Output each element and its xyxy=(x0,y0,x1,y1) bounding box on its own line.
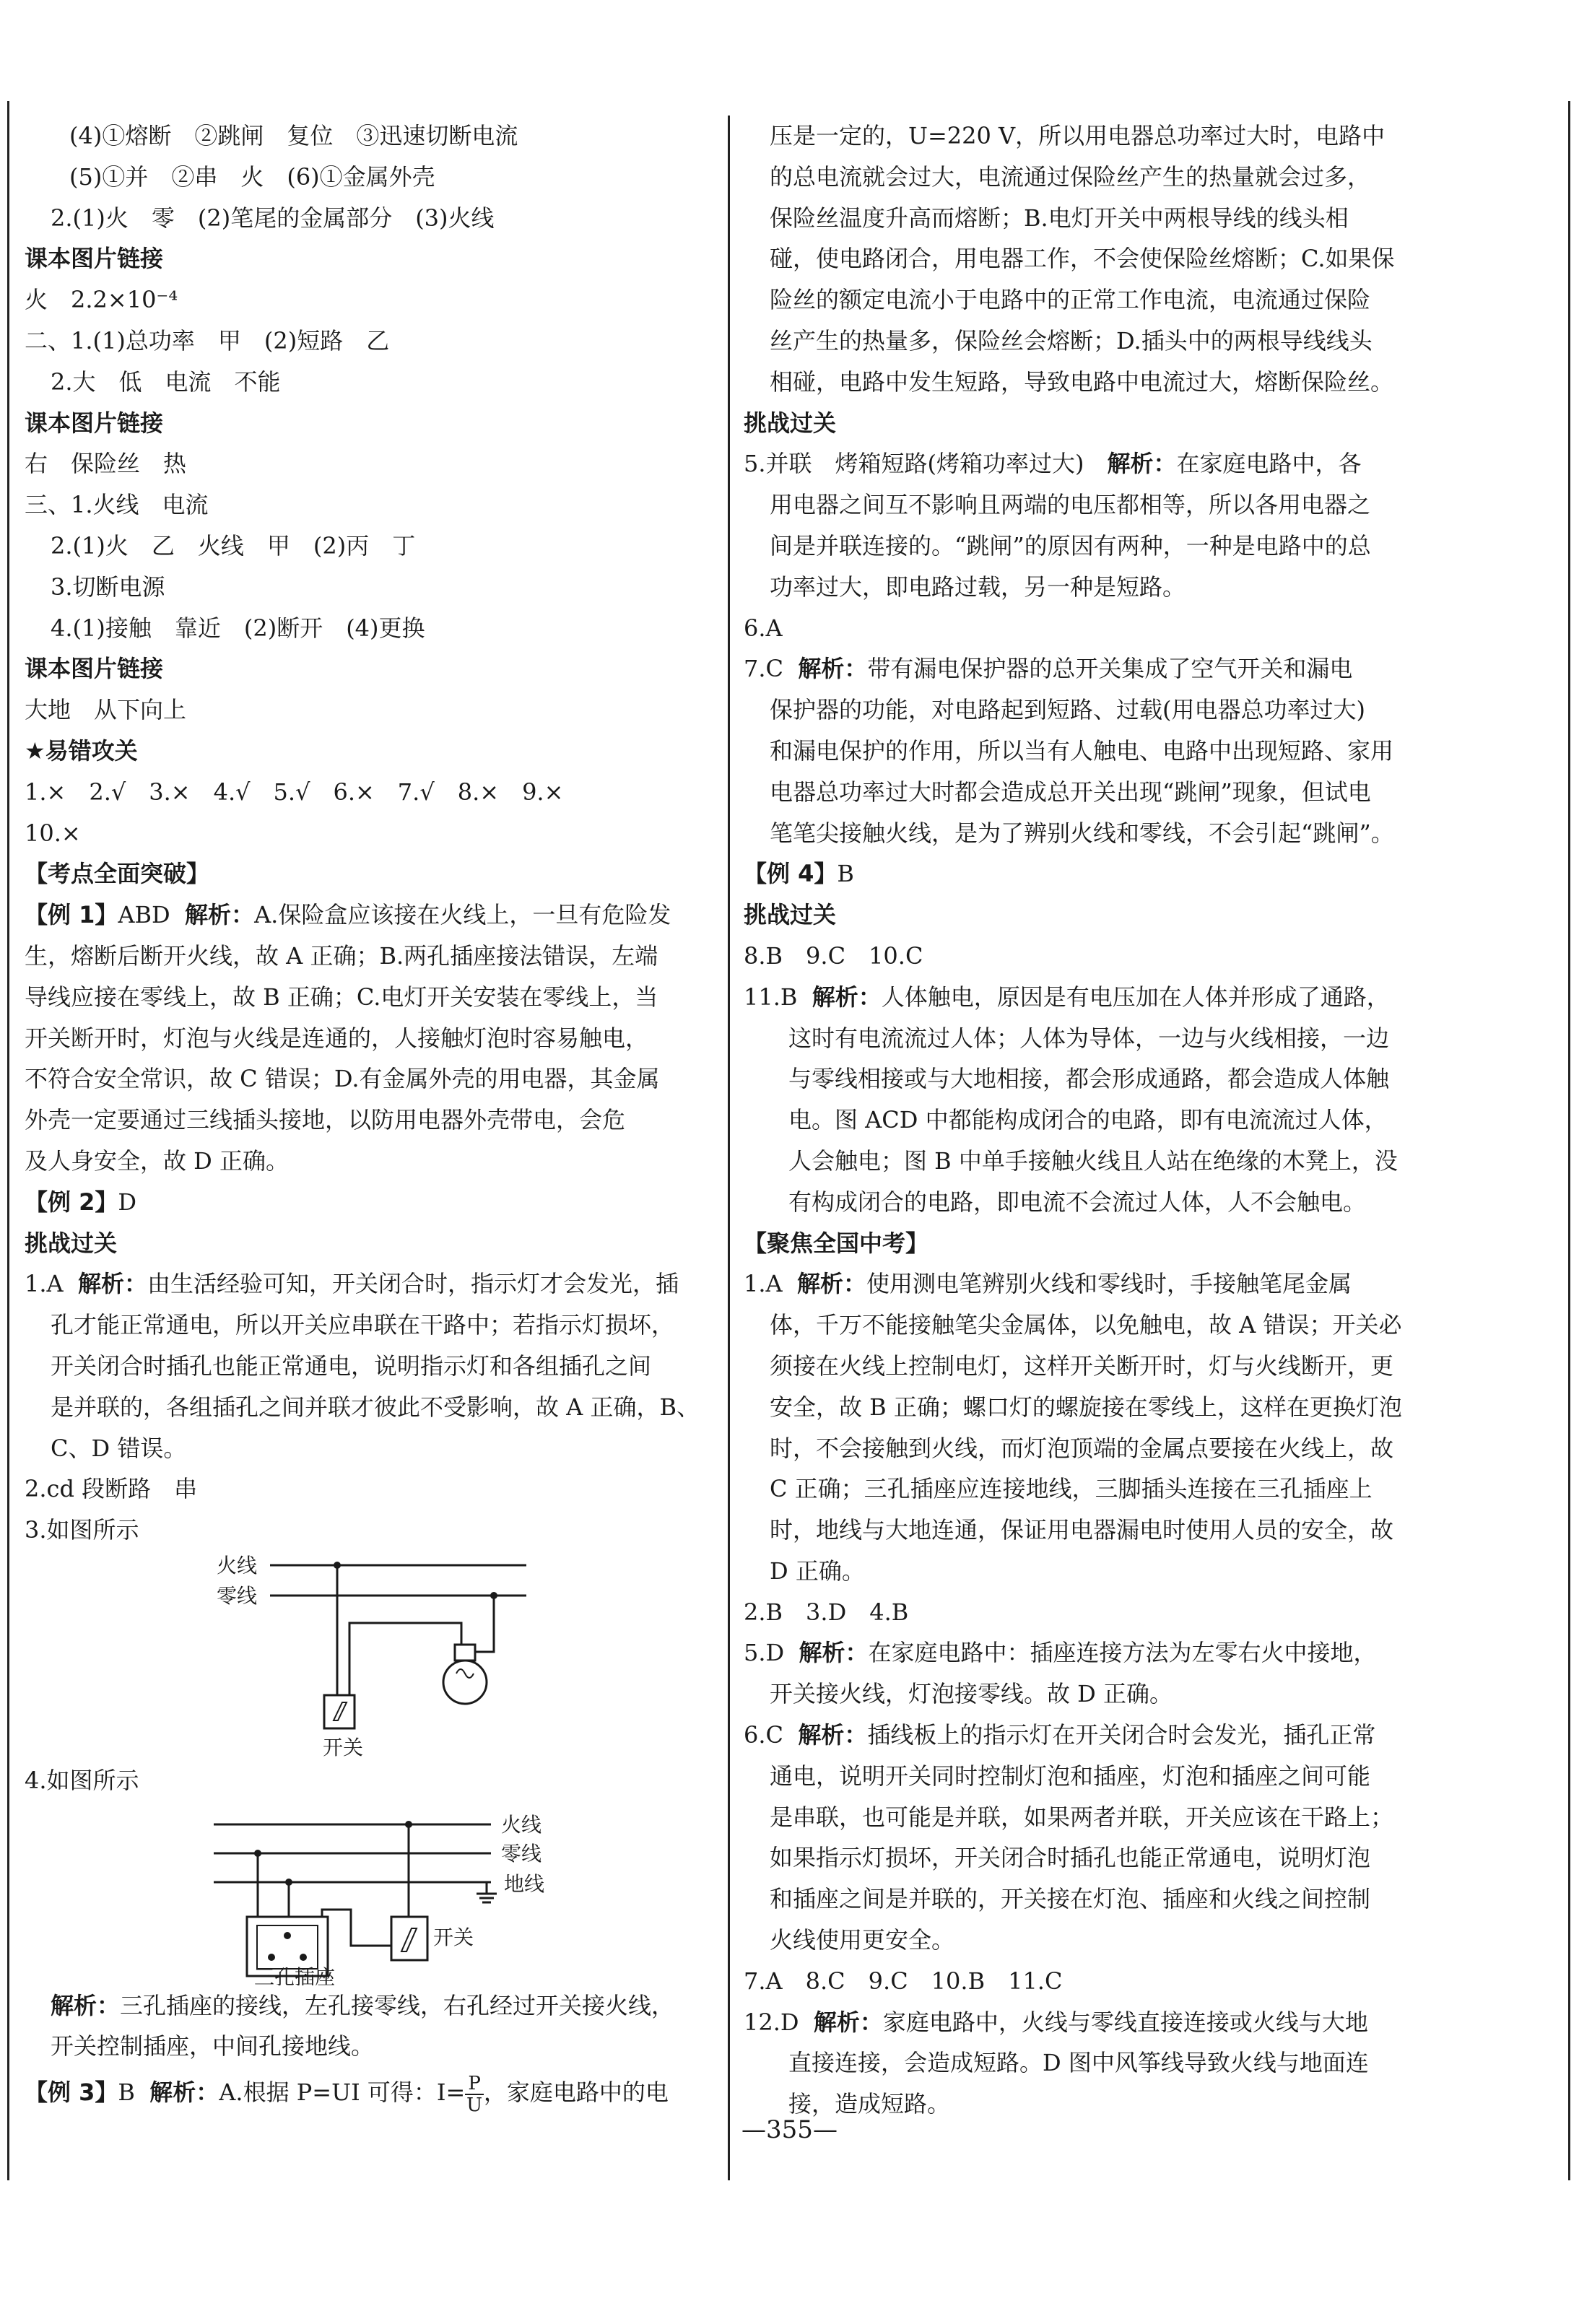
section-heading: 挑战过关 xyxy=(744,901,837,929)
text-line: 火 2.2×10⁻⁴ xyxy=(25,286,178,314)
text-line: 电器总功率过大时都会造成总开关出现“跳闸”现象，但试电 xyxy=(770,778,1371,806)
text-line: 体，千万不能接触笔尖金属体，以免触电，故 A 错误；开关必 xyxy=(770,1311,1402,1339)
text-line: 如果指示灯损坏，开关闭合时插孔也能正常通电，说明灯泡 xyxy=(770,1844,1371,1872)
circuit-diagram-lamp-switch xyxy=(25,1551,719,1760)
right-border-rule xyxy=(1568,101,1570,2180)
text-line: 2.大 低 电流 不能 xyxy=(51,367,281,396)
zhongkao-1-line xyxy=(744,1263,1565,1305)
text-line: 与零线相接或与大地相接，都会形成通路，都会造成人体触 xyxy=(788,1065,1390,1093)
text-line: 时，地线与大地连通，保证用电器漏电时使用人员的安全，故 xyxy=(770,1516,1394,1544)
text-line: D 正确。 xyxy=(770,1557,865,1585)
text-line: 生，熔断后断开火线，故 A 正确；B.两孔插座接法错误，左端 xyxy=(25,941,658,970)
example-1-line xyxy=(25,895,719,936)
example-tag: 【例 3】 xyxy=(25,2079,118,2107)
neutral-wire-label: 零线 xyxy=(217,1583,258,1608)
section-heading: 【聚焦全国中考】 xyxy=(744,1229,929,1257)
text-fragment: 插线板上的指示灯在开关闭合时会发光，插孔正常 xyxy=(867,1721,1376,1749)
text-line: 4.(1)接触 靠近 (2)断开 (4)更换 xyxy=(51,614,425,642)
text-fragment: 在家庭电路中：插座连接方法为左零右火中接地， xyxy=(868,1639,1377,1667)
question-number: 7.C xyxy=(744,655,784,683)
text-fragment: A.根据 P=UI 可得：I= xyxy=(219,2079,466,2107)
circuit-figure-1 xyxy=(25,1551,719,1760)
question-5-line xyxy=(744,443,1565,484)
text-line: 压是一定的，U=220 V，所以用电器总功率过大时，电路中 xyxy=(770,122,1386,149)
analysis-label: 解析： xyxy=(77,1270,147,1298)
text-line: 2.B 3.D 4.B xyxy=(744,1598,909,1626)
zhongkao-6-line xyxy=(744,1715,1565,1756)
live-wire-label: 火线 xyxy=(217,1553,258,1577)
analysis-line xyxy=(25,1985,719,2027)
text-line: 10.× xyxy=(25,819,81,847)
text-line: 开关接火线，灯泡接零线。故 D 正确。 xyxy=(770,1680,1173,1708)
example-answer: D xyxy=(118,1188,137,1216)
socket-to-switch-wire xyxy=(322,1910,391,1946)
question-11-line xyxy=(744,977,1565,1018)
lamp-socket xyxy=(455,1645,475,1661)
analysis-label: 解析： xyxy=(149,2079,219,2107)
text-line: 火线使用更安全。 xyxy=(770,1926,955,1954)
text-line: 7.A 8.C 9.C 10.B 11.C xyxy=(744,1967,1063,1995)
text-line: 保险丝温度升高而熔断；B.电灯开关中两根导线的线头相 xyxy=(770,204,1349,232)
text-line: 接，造成短路。 xyxy=(788,2090,951,2118)
question-7-line xyxy=(744,648,1565,689)
text-fragment: 家庭电路中，火线与零线直接连接或火线与大地 xyxy=(882,2008,1368,2036)
text-fragment: ，家庭电路中的电 xyxy=(483,2079,669,2107)
text-line: C、D 错误。 xyxy=(51,1434,187,1462)
text-line: 时，不会接触到火线，而灯泡顶端的金属点要接在火线上，故 xyxy=(770,1434,1394,1462)
text-line: 及人身安全，故 D 正确。 xyxy=(25,1146,290,1175)
text-line: 3.切断电源 xyxy=(51,573,165,601)
text-line: 直接连接，会造成短路。D 图中风筝线导致火线与地面连 xyxy=(788,2049,1369,2077)
lamp-bulb-icon xyxy=(443,1661,487,1704)
live-wire-label: 火线 xyxy=(501,1812,542,1837)
text-line: 开关闭合时插孔也能正常通电，说明指示灯和各组插孔之间 xyxy=(51,1352,652,1380)
example-tag: 【例 4】 xyxy=(744,860,838,888)
text-line: 导线应接在零线上，故 B 正确；C.电灯开关安装在零线上，当 xyxy=(25,983,658,1011)
question-number: 1.A xyxy=(744,1270,783,1298)
analysis-label: 解析： xyxy=(796,1270,866,1298)
section-heading: 课本图片链接 xyxy=(25,245,164,273)
text-fragment: 带有漏电保护器的总开关集成了空气开关和漏电 xyxy=(867,655,1353,683)
text-line: 和插座之间是并联的，开关接在灯泡、插座和火线之间控制 xyxy=(770,1885,1371,1913)
analysis-label: 解析： xyxy=(798,1721,868,1749)
text-line: 不符合安全常识，故 C 错误；D.有金属外壳的用电器，其金属 xyxy=(25,1065,660,1093)
left-column xyxy=(25,116,719,2118)
analysis-label: 解析： xyxy=(185,901,255,929)
text-line: 三、1.火线 电流 xyxy=(25,491,209,519)
example-answer: B xyxy=(837,860,854,888)
text-line: 功率过大，即电路过载，另一种是短路。 xyxy=(770,573,1186,601)
text-fragment: 由生活经验可知，开关闭合时，指示灯才会发光，插 xyxy=(147,1270,679,1298)
section-heading: 课本图片链接 xyxy=(25,409,164,437)
text-line: 相碰，电路中发生短路，导致电路中电流过大，熔断保险丝。 xyxy=(770,367,1394,396)
text-line: 间是并联连接的。“跳闸”的原因有两种，一种是电路中的总 xyxy=(770,531,1371,560)
text-line: 人会触电；图 B 中单手接触火线且人站在绝缘的木凳上，没 xyxy=(788,1146,1398,1175)
example-4-line xyxy=(744,853,1565,895)
analysis-label: 解析： xyxy=(798,655,868,683)
text-line: 和漏电保护的作用，所以当有人触电、电路中出现短路、家用 xyxy=(770,736,1394,765)
switch-box xyxy=(324,1695,354,1728)
text-line: (4)①熔断 ②跳闸 复位 ③迅速切断电流 xyxy=(69,122,518,149)
circuit-diagram-socket-switch xyxy=(25,1801,719,1985)
text-line: 开关控制插座，中间孔接地线。 xyxy=(51,2032,375,2060)
text-line: 2.(1)火 零 (2)笔尾的金属部分 (3)火线 xyxy=(51,204,495,232)
analysis-label: 解析： xyxy=(799,1639,869,1667)
text-line: 通电，说明开关同时控制灯泡和插座，灯泡和插座之间可能 xyxy=(770,1762,1371,1790)
text-line: 8.B 9.C 10.C xyxy=(744,941,923,970)
socket-label: 三孔插座 xyxy=(254,1964,336,1985)
text-line: 是并联的，各组插孔之间并联才彼此不受影响，故 A 正确，B、 xyxy=(51,1393,700,1421)
question-number: 12.D xyxy=(744,2008,799,2036)
switch-box xyxy=(391,1917,427,1960)
fraction-p-over-u xyxy=(465,2073,484,2115)
lamp-neutral-wire xyxy=(476,1596,494,1652)
text-line: 1.× 2.√ 3.× 4.√ 5.√ 6.× 7.√ 8.× 9.× xyxy=(25,778,564,806)
text-line: 孔才能正常通电，所以开关应串联在干路中；若指示灯损坏， xyxy=(51,1311,675,1339)
question-number: 1.A xyxy=(25,1270,64,1298)
text-line: 用电器之间互不影响且两端的电压都相等，所以各用电器之 xyxy=(770,491,1371,519)
text-line: 外壳一定要通过三线插头接地，以防用电器外壳带电，会危 xyxy=(25,1106,626,1134)
neutral-wire-label: 零线 xyxy=(501,1841,542,1866)
question-number: 5.D xyxy=(744,1639,785,1667)
zhongkao-5-line xyxy=(744,1632,1565,1674)
analysis-label: 解析： xyxy=(812,983,882,1011)
page-number: —355— xyxy=(741,2115,838,2144)
socket-hole-right xyxy=(300,1954,307,1961)
text-line: 6.A xyxy=(744,614,783,642)
fraction-numerator: P xyxy=(465,2073,484,2095)
switch-label: 开关 xyxy=(433,1925,474,1949)
circuit-figure-2 xyxy=(25,1801,719,1985)
analysis-label: 解析： xyxy=(51,1991,121,2019)
question-1-line xyxy=(25,1263,719,1305)
socket-hole-left xyxy=(268,1954,275,1961)
text-line: 安全，故 B 正确；螺口灯的螺旋接在零线上，这样在更换灯泡 xyxy=(770,1393,1402,1421)
text-line: 二、1.(1)总功率 甲 (2)短路 乙 xyxy=(25,326,390,354)
text-line: 这时有电流流过人体；人体为导体，一边与火线相接，一边 xyxy=(788,1024,1390,1052)
example-tag: 【例 1】 xyxy=(25,901,118,929)
example-3-line xyxy=(25,2067,719,2118)
text-line: 有构成闭合的电路，即电流不会流过人体，人不会触电。 xyxy=(788,1188,1367,1216)
text-line: 3.如图所示 xyxy=(25,1516,139,1544)
fraction-denominator: U xyxy=(466,2094,483,2116)
question-number: 11.B xyxy=(744,983,798,1011)
example-answer: ABD xyxy=(118,901,170,929)
section-heading: 课本图片链接 xyxy=(25,655,164,683)
switch-label: 开关 xyxy=(323,1735,364,1759)
question-number: 6.C xyxy=(744,1721,784,1749)
text-fragment: A.保险盒应该接在火线上，一旦有危险发 xyxy=(254,901,671,929)
text-line: 的总电流就会过大，电流通过保险丝产生的热量就会过多， xyxy=(770,162,1371,191)
zhongkao-12-line xyxy=(744,2002,1565,2043)
text-line: 险丝的额定电流小于电路中的正常工作电流，电流通过保险 xyxy=(770,286,1371,314)
example-answer: B xyxy=(118,2079,135,2107)
right-column xyxy=(744,116,1565,2125)
text-line: 电。图 ACD 中都能构成闭合的电路，即有电流流过人体， xyxy=(788,1106,1388,1134)
text-line: 须接在火线上控制电灯，这样开关断开时，灯与火线断开，更 xyxy=(770,1352,1394,1380)
section-heading: 【考点全面突破】 xyxy=(25,860,210,888)
left-border-rule xyxy=(7,101,9,2180)
text-fragment: 人体触电，原因是有电压加在人体并形成了通路， xyxy=(881,983,1390,1011)
example-tag: 【例 2】 xyxy=(25,1188,118,1216)
section-heading: 挑战过关 xyxy=(25,1229,118,1257)
analysis-label: 解析： xyxy=(813,2008,883,2036)
text-line: (5)①并 ②串 火 (6)①金属外壳 xyxy=(69,162,435,191)
text-line: 2.cd 段断路 串 xyxy=(25,1475,198,1503)
text-line: 笔笔尖接触火线，是为了辨别火线和零线，不会引起“跳闸”。 xyxy=(770,819,1394,847)
text-line: 开关断开时，灯泡与火线是连通的，人接触灯泡时容易触电， xyxy=(25,1024,649,1052)
text-line: 是串联，也可能是并联，如果两者并联，开关应该在干路上； xyxy=(770,1803,1394,1831)
socket-hole-top xyxy=(284,1932,291,1939)
text-line: 丝产生的热量多，保险丝会熔断；D.插头中的两根导线线头 xyxy=(770,326,1373,354)
text-fragment: 5.并联 烤箱短路(烤箱功率过大) xyxy=(744,450,1108,478)
section-heading: 挑战过关 xyxy=(744,409,837,437)
column-divider xyxy=(728,116,730,2180)
text-line: 碰，使电路闭合，用电器工作，不会使保险丝熔断；C.如果保 xyxy=(770,245,1395,273)
text-line: C 正确；三孔插座应连接地线，三脚插头连接在三孔插座上 xyxy=(770,1475,1373,1503)
text-line: 保护器的功能，对电路起到短路、过载(用电器总功率过大) xyxy=(770,696,1365,724)
text-line: 2.(1)火 乙 火线 甲 (2)丙 丁 xyxy=(51,531,416,560)
text-line: 4.如图所示 xyxy=(25,1766,139,1794)
text-fragment: 使用测电笔辨别火线和零线时，手接触笔尾金属 xyxy=(866,1270,1352,1298)
example-2-line xyxy=(25,1182,719,1223)
text-line: 大地 从下向上 xyxy=(25,696,187,724)
text-fragment: 三孔插座的接线，左孔接零线，右孔经过开关接火线， xyxy=(120,1991,675,2019)
section-heading: ★易错攻关 xyxy=(25,736,138,765)
analysis-label: 解析： xyxy=(1107,450,1177,478)
text-line: 右 保险丝 热 xyxy=(25,450,187,478)
ground-wire-label: 地线 xyxy=(504,1871,545,1896)
text-fragment: 在家庭电路中，各 xyxy=(1176,450,1362,478)
